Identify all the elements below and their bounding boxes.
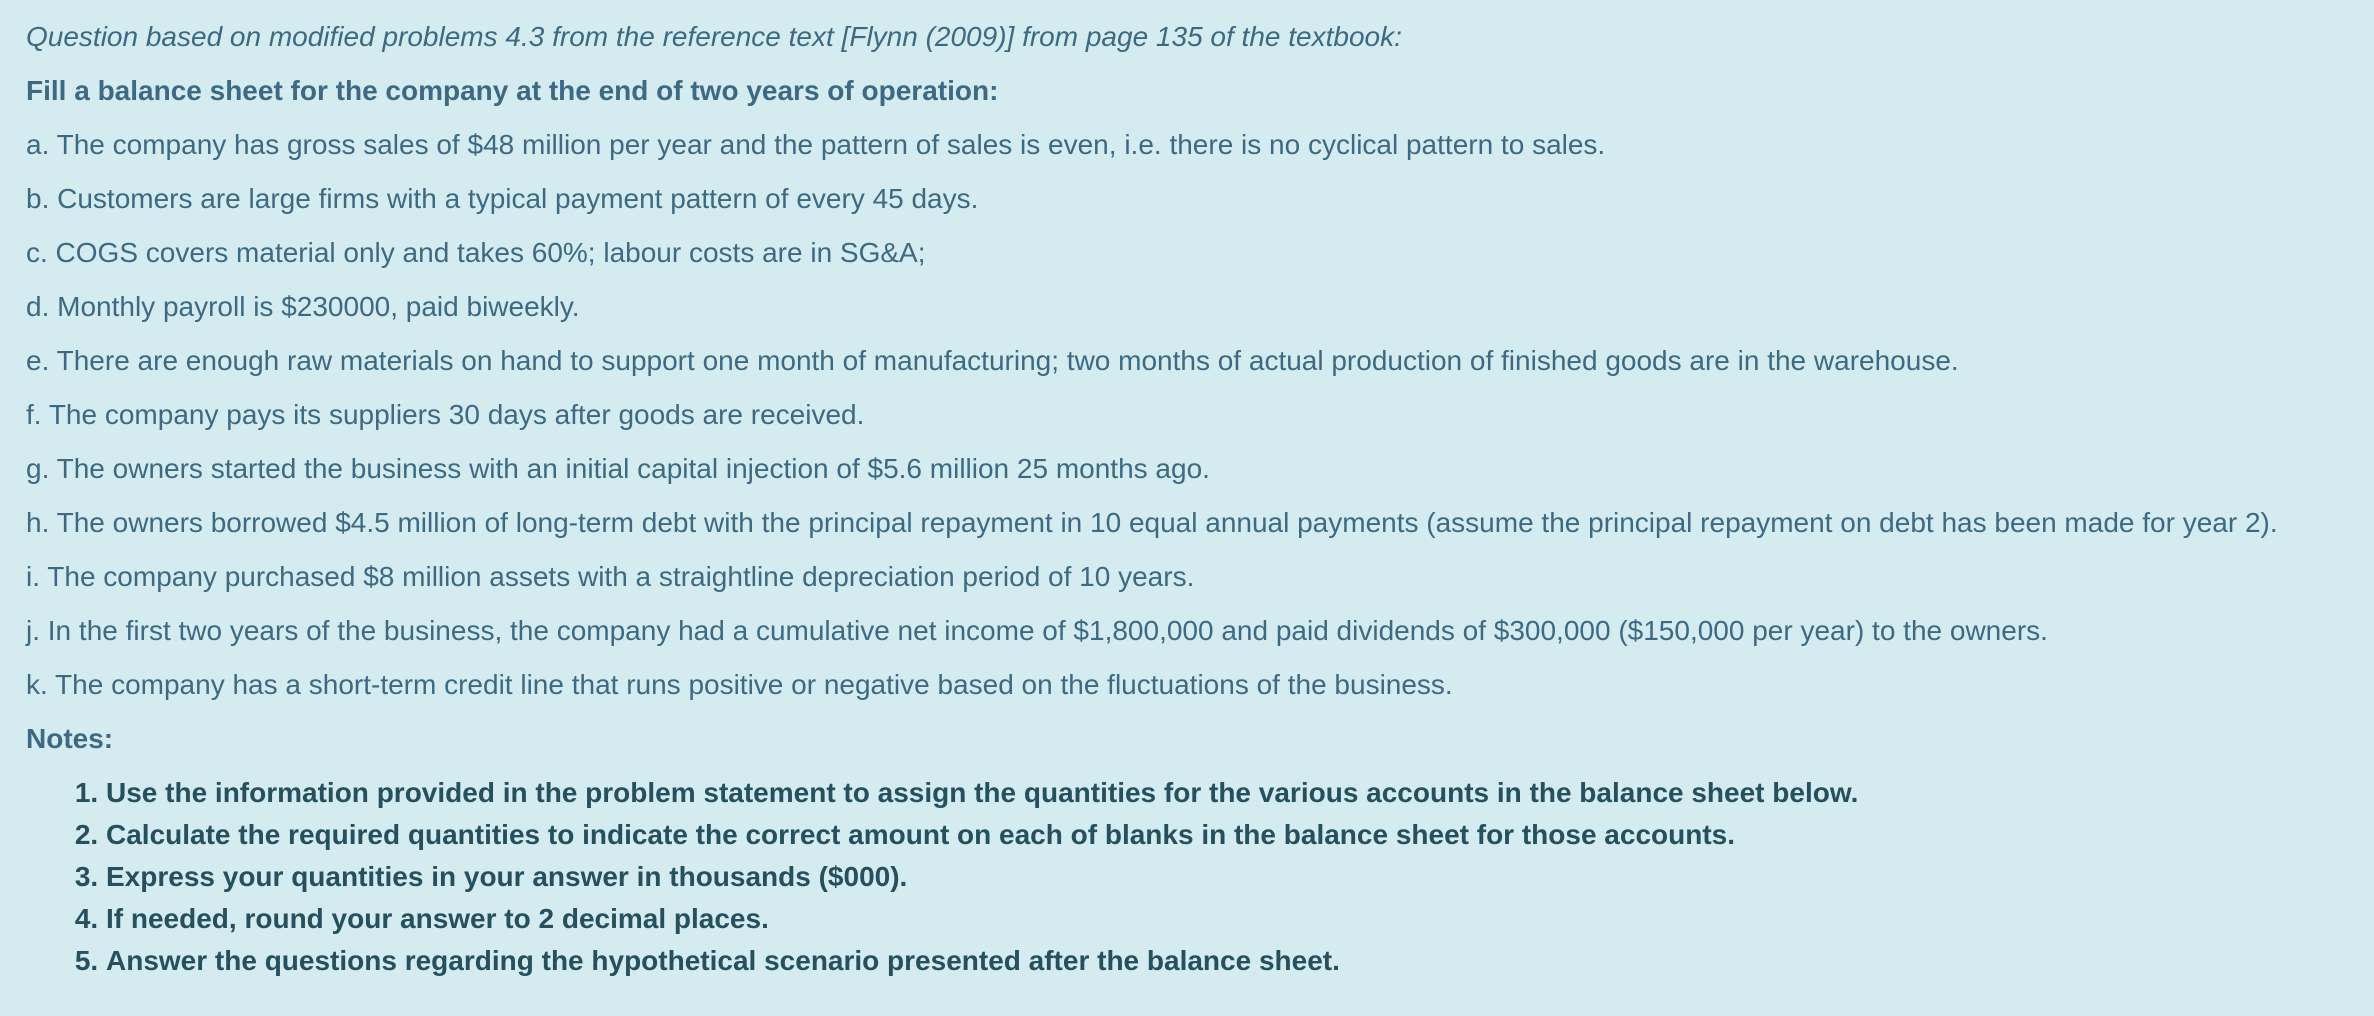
problem-item-d: d. Monthly payroll is $230000, paid biweekly. <box>26 291 580 322</box>
notes-list <box>26 772 2374 982</box>
note-item-2: 2. Calculate the required quantities to indicate the correct amount on each of blanks in the balance sheet for those accounts. <box>106 814 2374 856</box>
problem-item-k: k. The company has a short-term credit line that runs positive or negative based on the fluctuations of the business. <box>26 669 1453 700</box>
problem-item-e: e. There are enough raw materials on hand to support one month of manufacturing; two months of actual production of finished goods are in the warehouse. <box>26 345 1959 376</box>
problem-item-f: f. The company pays its suppliers 30 days after goods are received. <box>26 399 865 430</box>
intro-text: Question based on modified problems 4.3 from the reference text [Flynn (2009)] from page 135 of the textbook: <box>26 21 1402 52</box>
note-item-4: 4. If needed, round your answer to 2 decimal places. <box>106 898 2374 940</box>
problem-item-i: i. The company purchased $8 million assets with a straightline depreciation period of 10 years. <box>26 561 1195 592</box>
notes-heading: Notes: <box>26 723 114 754</box>
problem-item-g: g. The owners started the business with an initial capital injection of $5.6 million 25 months ago. <box>26 453 1210 484</box>
note-item-3: 3. Express your quantities in your answer in thousands ($000). <box>106 856 2374 898</box>
problem-items-list <box>26 126 2374 704</box>
problem-item-c: c. COGS covers material only and takes 60%; labour costs are in SG&A; <box>26 237 926 268</box>
note-item-1: 1. Use the information provided in the problem statement to assign the quantities for the various accounts in the balance sheet below. <box>106 772 2374 814</box>
problem-item-h: h. The owners borrowed $4.5 million of long-term debt with the principal repayment in 10 equal annual payments (assume the principal repayment on debt has been made for year 2). <box>26 507 2278 538</box>
problem-item-j: j. In the first two years of the business, the company had a cumulative net income of $1,800,000 and paid dividends of $300,000 ($150,000 per year) to the owners. <box>26 615 2048 646</box>
problem-item-b: b. Customers are large firms with a typical payment pattern of every 45 days. <box>26 183 979 214</box>
note-item-5: 5. Answer the questions regarding the hypothetical scenario presented after the balance sheet. <box>106 940 2374 982</box>
task-heading: Fill a balance sheet for the company at the end of two years of operation: <box>26 75 999 106</box>
problem-item-a: a. The company has gross sales of $48 million per year and the pattern of sales is even, i.e. there is no cyclical pattern to sales. <box>26 129 1606 160</box>
